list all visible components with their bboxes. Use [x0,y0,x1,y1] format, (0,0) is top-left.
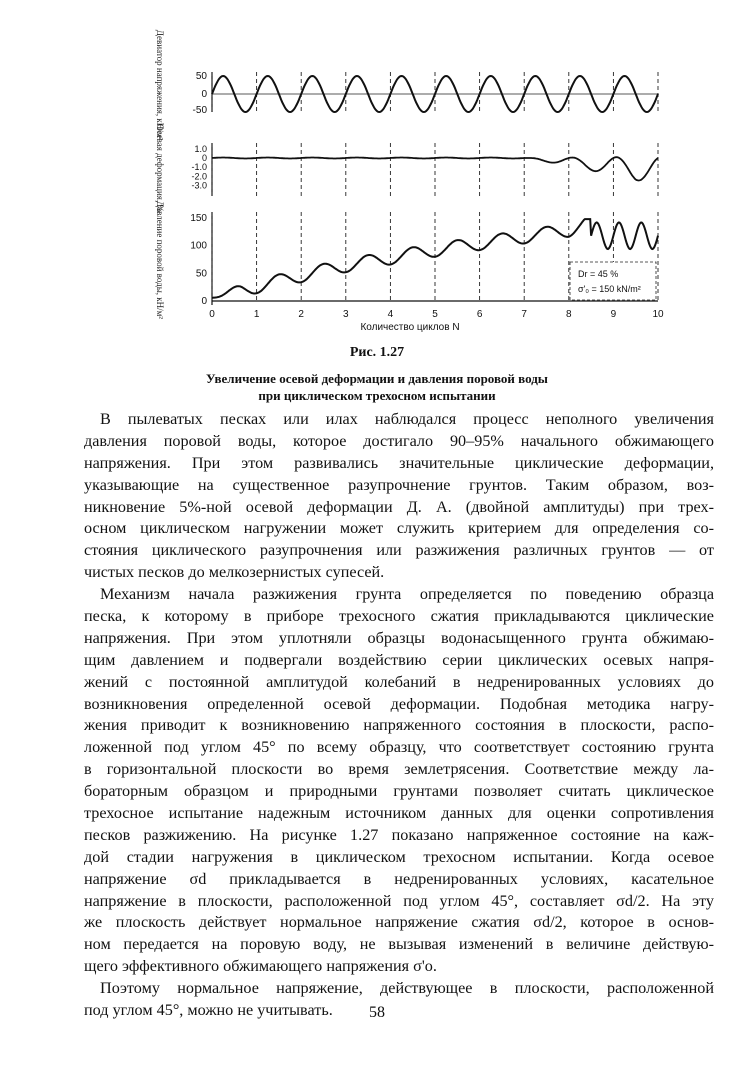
panel3-tick-label: 100 [190,240,207,252]
text-line: жений с постоянной амплитудой колебаний в недренированных условиях до [84,672,714,691]
panel3-ylabel: Давление поровой воды, кН/м² [155,200,165,320]
paragraph [84,584,714,978]
text-line: в горизонтальной плоскости во время землетрясения. Соответствие между ла- [84,760,714,779]
text-line: щего эффективного обжимающего напряжения σ'o. [84,957,437,976]
text-line: напряжения. При этом развивались значительные циклические деформации, [84,453,714,472]
figure-caption-title: Рис. 1.27 [349,345,405,360]
text-line: под углом 45°, можно не учитывать. [84,1001,333,1020]
x-axis-label: Количество циклов N [360,322,460,333]
text-line: осном циклическом нагружении может служить критерием для определения со- [84,519,714,538]
panel2-tick-label: 1.0 [194,143,207,154]
x-tick-label: 9 [610,309,617,320]
text-line: Механизм начала разжижения грунта определяется по поведению образца [100,585,714,604]
text-line: напряжение σd прикладывается в недренированных условиях, касательное [84,869,714,888]
text-line: никновение 5%-ной осевой деформации Д. А. (двойной амплитуды) при трех- [84,497,714,516]
x-tick-label: 0 [209,309,215,320]
text-line: стояния циклического разупрочнения или разжижения различных грунтов — от [84,541,714,560]
text-line: жения приводит к возникновению напряженного состояния в плоскости, распо- [84,716,714,735]
annotation-box [570,262,656,300]
panel2-ylabel: Осевая деформация, % [155,124,165,212]
text-line: указывающие на существенное разупрочнение грунтов. Таким образом, воз- [84,475,714,494]
paragraph [84,409,714,584]
body-text [84,409,714,1022]
x-tick-label: 5 [432,309,438,320]
x-tick-label: 6 [476,309,483,320]
page-number: 58 [369,1004,385,1021]
text-line: Поэтому нормальное напряжение, действующее в плоскости, расположенной [100,979,714,998]
panel2-tick-label: 0 [201,153,207,163]
text-line: трехосное испытание надежным источником данных для оценки сопротивления [84,804,714,823]
text-line: же плоскость действует нормальное напряжение сжатия σd/2, которое в основ- [84,913,714,932]
text-line: давления поровой воды, которое достигало 90–95% начального обжимающего [84,431,714,450]
panel2-tick-label: -2.0 [191,171,207,182]
annotation-dr: Dr = 45 % [578,269,619,279]
panel1-tick-label: 50 [195,71,207,82]
text-line: бораторным образцом и природными грунтами позволяет считать циклическое [84,782,714,801]
text-line: дой стадии нагружения в циклическом трехосном испытании. Когда осевое [84,847,714,866]
panel2-tick-label: -3.0 [191,180,207,191]
text-line: возникновения определенной осевой деформации. Подобная методика нагру- [84,694,714,713]
x-tick-label: 7 [521,309,527,320]
panel3-tick-label: 0 [201,296,207,307]
panel3-tick-label: 150 [190,213,207,224]
text-line: ном передается на поровую воду, не вызывая изменений в величине действую- [84,935,714,954]
text-line: В пылеватых песках или илах наблюдался процесс неполного увеличения [100,410,714,428]
panel3-tick-label: 50 [195,268,207,280]
panel1-tick-label: 0 [201,89,207,100]
text-line: ложенной под углом 45° по всему образцу, что соответствует состоянию грунта [84,738,714,757]
text-line: напряжения. При этом уплотняли образцы водонасыщенного грунта обжимаю- [84,628,714,647]
x-tick-label: 2 [298,309,304,320]
figure-caption-line-1: Увеличение осевой деформации и давления поровой воды [206,371,548,386]
figure-caption-line-2: при циклическом трехосном испытании [258,388,496,403]
x-tick-label: 3 [343,309,349,320]
x-tick-label: 10 [652,309,664,320]
x-tick-label: 1 [253,309,260,320]
x-tick-label: 8 [566,309,572,320]
text-line: щим давлением и подвергали воздействию серии циклических осевых напря- [84,650,714,669]
text-line: чистых песков до мелкозернистых супесей. [84,563,385,582]
text-line: песков разжижению. На рисунке 1.27 показано напряженное состояние на каж- [84,825,714,844]
text-line: напряжение в плоскости, расположенной под углом 45°, составляет σd/2. На эту [84,891,714,910]
panel2-tick-label: -1.0 [191,162,207,173]
x-tick-label: 4 [387,309,394,320]
panel1-ylabel: Девиатор напряжения, кН/м² [155,29,165,141]
text-line: песка, к которому в приборе трехосного сжатия прикладываются циклические [84,607,714,626]
annotation-stress: σ'₀ = 150 kN/m² [578,284,641,294]
panel1-tick-label: -50 [192,105,207,116]
figure-1-27 [0,0,754,340]
